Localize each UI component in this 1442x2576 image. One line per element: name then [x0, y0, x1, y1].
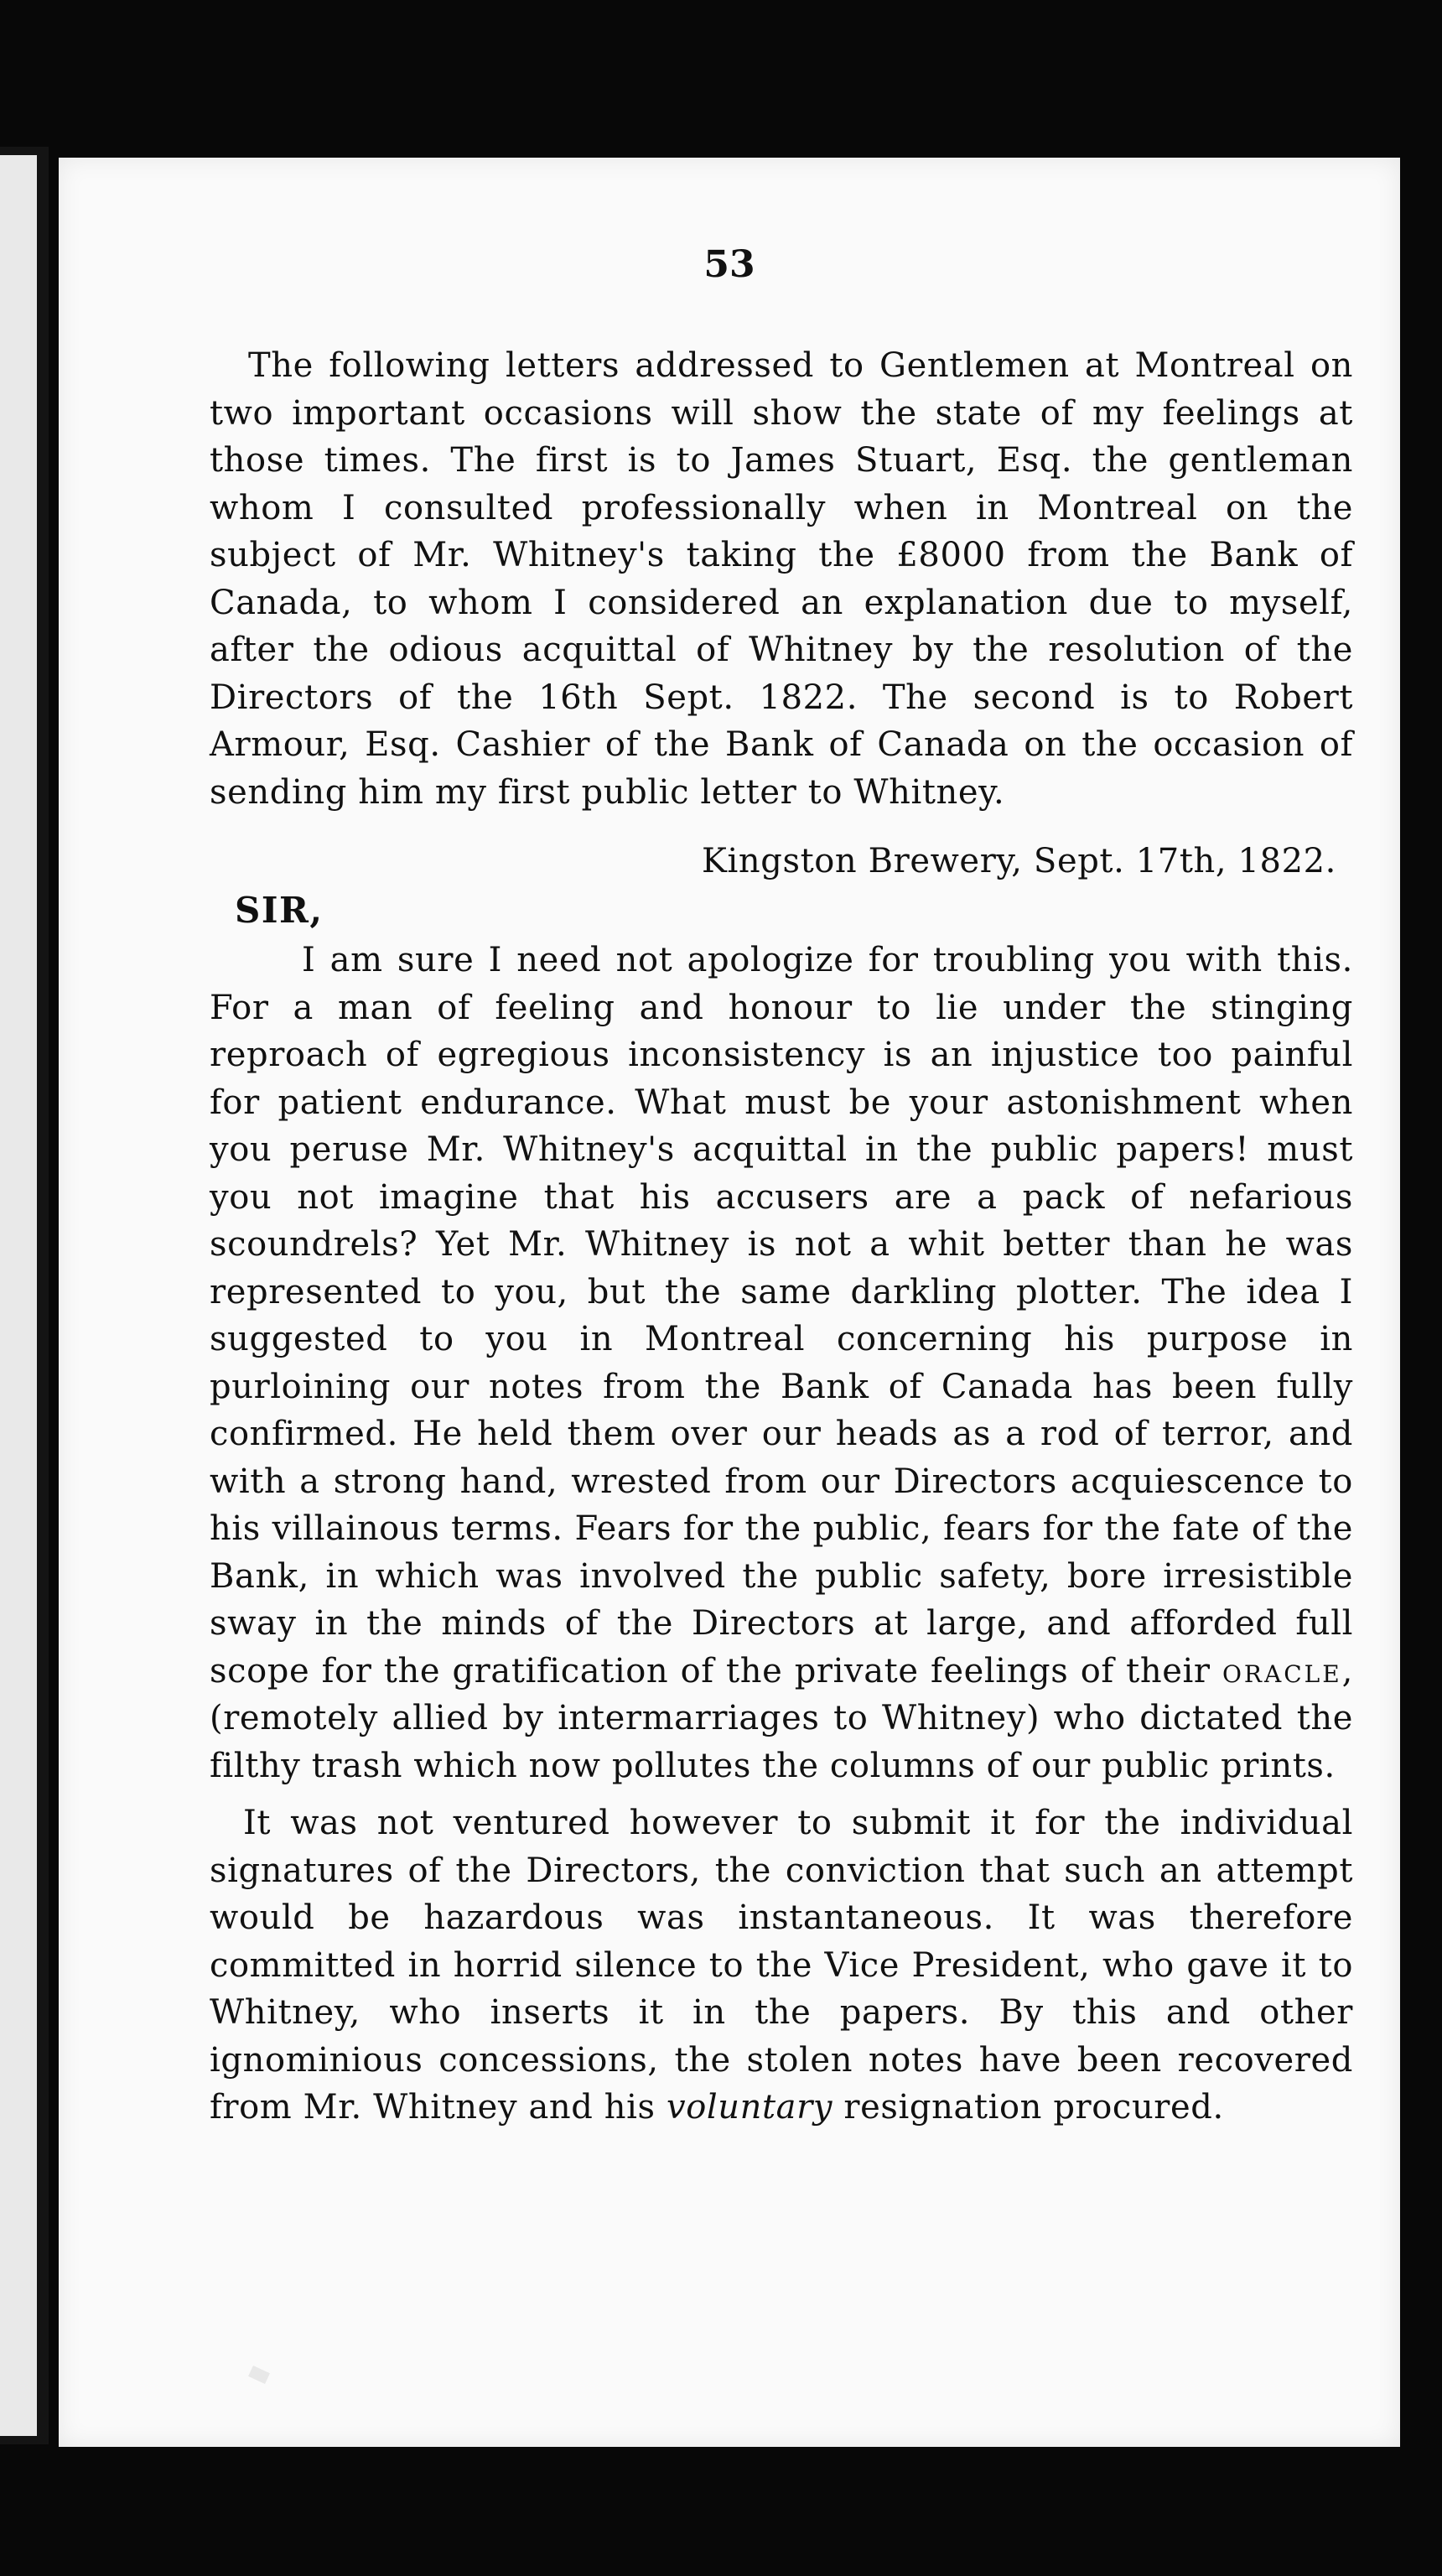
facing-page-edge	[0, 155, 37, 2436]
page-number: 53	[703, 243, 755, 286]
letter-paragraph-2-text: It was not ventured however to submit it for the individual signatures of the Directors, the conviction that such an attempt would be hazardous was instantaneous. It was therefore committed in horrid silence to the Vice President, who gave it to Whitney, who inserts it in the papers. By this and other ignominious concessions, the stolen notes have been recovered from Mr. Whitney and his	[210, 1804, 1353, 2127]
letter-paragraph-1	[210, 937, 1353, 1789]
letter-dateline: Kingston Brewery, Sept. 17th, 1822.	[702, 842, 1336, 880]
letter-paragraph-1-text: I am sure I need not apologize for troubling you with this. For a man of feeling and honour to lie under the stinging reproach of egregious inconsistency is an injustice too painful for patient endurance. What must be your astonishment when you peruse Mr. Whitney's acquittal in the public papers! must you not imagine that his accusers are a pack of nefarious scoundrels? Yet Mr. Whitney is not a whit better than he was represented to you, but the same darkling plotter. The idea I suggested to you in Montreal concerning his purpose in purloining our notes from the Bank of Canada has been fully confirmed. He held them over our heads as a rod of terror, and with a strong hand, wrested from our Directors acquiescence to his villainous terms. Fears for the public, fears for the fate of the Bank, in which was involved the public safety, bore irresistible sway in the minds of the Directors at large, and afforded full scope for the gratification of the private feelings of their	[210, 941, 1353, 1690]
intro-paragraph: The following letters addressed to Gentlemen at Montreal on two important occasions will show the state of my feelings at those times. The first is to James Stuart, Esq. the gentleman whom I consulted professionally when in Montreal on the subject of Mr. Whitney's taking the £8000 from the Bank of Canada, to whom I considered an explanation due to myself, after the odious acquittal of Whitney by the resolution of the Directors of the 16th Sept. 1822. The second is to Robert Armour, Esq. Cashier of the Bank of Canada on the occasion of sending him my first public letter to Whitney.	[210, 346, 1353, 812]
book-page	[59, 158, 1400, 2447]
oracle-small-caps: oracle	[1222, 1651, 1342, 1690]
page-body	[210, 342, 1353, 2132]
letter-paragraph-2	[210, 1800, 1353, 2132]
letter-paragraph-1-text-end: , (remotely allied by intermarriages to Whitney) who dictated the filthy trash which now pollutes the columns of our public prints.	[210, 1651, 1353, 1785]
letter-paragraph-2-text-end: resignation procured.	[843, 2088, 1224, 2127]
letter-salutation: SIR,	[235, 890, 324, 931]
voluntary-italic: voluntary	[667, 2088, 833, 2127]
